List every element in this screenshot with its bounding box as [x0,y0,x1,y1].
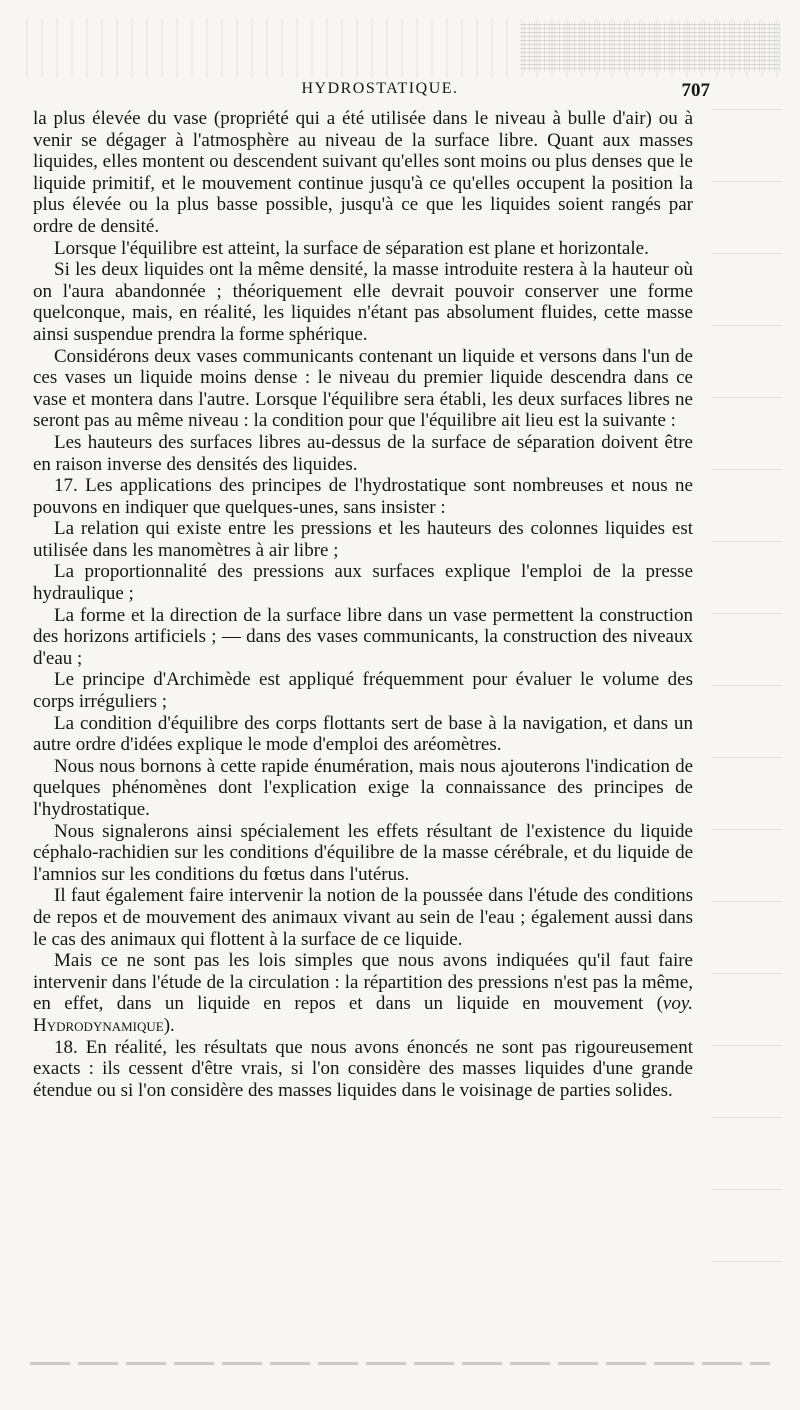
paragraph: Le principe d'Archimède est appliqué fréquemment pour évaluer le volume des corps irréguliers ; [33,669,693,713]
paragraph-with-reference: Mais ce ne sont pas les lois simples que nous avons indiquées qu'il faut faire intervenir dans l'étude de la circulation : la répartition des pressions n'est pas la même, en effet, dans un liquide en repos et dans un liquide en mouvement (voy. Hydrodynamique). [33,950,693,1036]
scan-noise-bottom [30,1362,770,1365]
body-text [33,108,693,1101]
running-title: HYDROSTATIQUE. [301,80,459,97]
paragraph: La proportionnalité des pressions aux surfaces explique l'emploi de la presse hydraulique ; [33,561,693,605]
paragraph-text: Mais ce ne sont pas les lois simples que nous avons indiquées qu'il faut faire intervenir dans l'étude de la circulation : la répartition des pressions n'est pas la même, en effet, dans un liquide en repos et dans un liquide en mouvement [33,950,693,1015]
page-number: 707 [681,80,710,101]
paragraph: La relation qui existe entre les pressions et les hauteurs des colonnes liquides est utilisée dans les manomètres à air libre ; [33,518,693,561]
paragraph: Nous signalerons ainsi spécialement les effets résultant de l'existence du liquide céphalo-rachidien sur les conditions d'équilibre de la masse cérébrale, et du liquide de l'amnios sur les conditions du fœtus dans l'utérus. [33,820,693,885]
paragraph: Lorsque l'équilibre est atteint, la surface de séparation est plane et horizontale. [54,237,649,259]
scan-noise-right-margin [712,100,782,1300]
paragraph-section-17: 17. Les applications des principes de l'hydrostatique sont nombreuses et nous ne pouvons en indiquer que quelques-unes, sans insister : [33,475,693,518]
paragraph: Les hauteurs des surfaces libres au-dessus de la surface de séparation doivent être en raison inverse des densités des liquides. [33,431,693,475]
reference-voy: voy. [662,993,693,1015]
paragraph: La condition d'équilibre des corps flottants sert de base à la navigation, et dans un autre ordre d'idées explique le mode d'emploi des aréomètres. [33,712,693,756]
paragraph: Considérons deux vases communicants contenant un liquide et versons dans l'un de ces vases un liquide moins dense : le niveau du premier liquide descendra dans ce vase et montera dans l'autre. Lorsque l'équilibre sera établi, les deux surfaces libres ne seront pas au même niveau : la condition pour que l'équilibre ait lieu est la suivante : [33,345,693,432]
paragraph: Il faut également faire intervenir la notion de la poussée dans l'étude des conditions de repos et de mouvement des animaux vivant au sein de l'eau ; également aussi dans le cas des animaux qui flottent à la surface de ce liquide. [33,885,693,950]
paragraph: Si les deux liquides ont la même densité, la masse introduite restera à la hauteur où on l'aura abandonnée ; théoriquement elle devrait pouvoir conserver une forme quelconque, mais, en réalité, les liquides n'étant pas absolument fluides, cette masse ainsi suspendue prendra la forme sphérique. [33,259,693,345]
paragraph-section-18: 18. En réalité, les résultats que nous avons énoncés ne sont pas rigoureusement exacts : ils cessent d'être vrais, si l'on considère des masses liquides d'une grande étendue ou si l'on considère des masses liquides dans le voisinage de parties solides. [33,1036,693,1101]
paragraph: La forme et la direction de la surface libre dans un vase permettent la construction des horizons artificiels ; — dans des vases communicants, la construction des niveaux d'eau ; [33,604,693,669]
reference-hydrodynamique: Hydrodynamique [33,1014,164,1036]
paragraph: la plus élevée du vase (propriété qui a été utilisée dans le niveau à bulle d'air) ou à venir se dégager à l'atmosphère au niveau de la surface libre. Quant aux masses liquides, elles montent ou descendent suivant qu'elles sont moins ou plus denses que le liquide primitif, et le mouvement continue jusqu'à ce qu'elles occupent la position la plus élevée ou la plus basse possible, jusqu'à ce que les liquides soient rangés par ordre de densité. [33,108,693,237]
paragraph: Nous nous bornons à cette rapide énumération, mais nous ajouterons l'indication de quelques phénomènes dont l'explication exige la connaissance des principes de l'hydrostatique. [33,755,693,820]
scan-noise-top-right [520,22,780,72]
